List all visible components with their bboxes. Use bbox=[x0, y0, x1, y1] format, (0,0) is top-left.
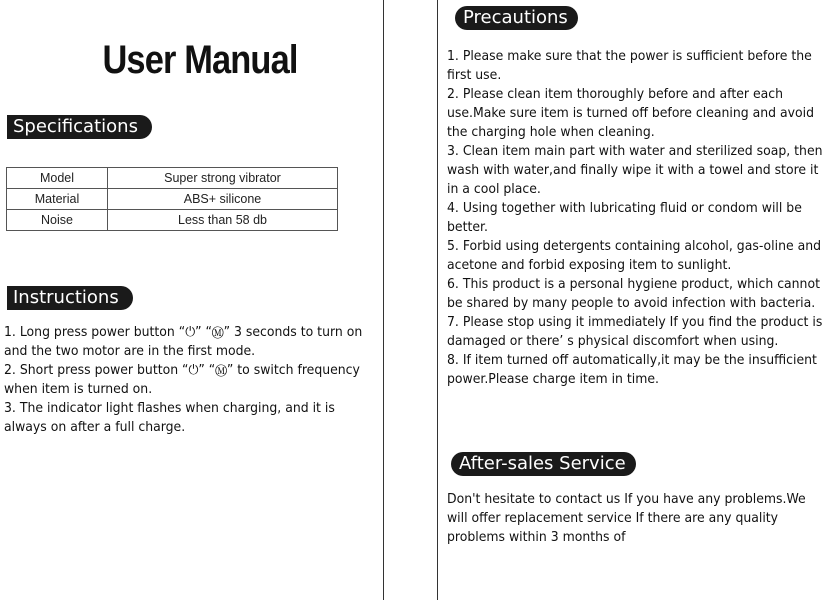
specifications-heading: Specifications bbox=[7, 115, 152, 139]
list-item: 7. Please stop using it immediately If you find the product is damaged or there’ s physical discomfort when using. bbox=[447, 315, 823, 349]
list-item: 3. The indicator light flashes when charging, and it is always on after a full charge. bbox=[4, 401, 335, 435]
spec-value: Super strong vibrator bbox=[108, 168, 338, 189]
instructions-heading: Instructions bbox=[7, 286, 133, 310]
list-item: 2. Please clean item thoroughly before and after each use.Make sure item is turned off before cleaning and avoid the charging hole when cleaning. bbox=[447, 87, 814, 140]
spec-label: Model bbox=[7, 168, 108, 189]
precautions-heading: Precautions bbox=[455, 6, 578, 30]
spec-value: Less than 58 db bbox=[108, 210, 338, 231]
list-item: 3. Clean item main part with water and sterilized soap, then wash with water,and finally wipe it with a towel and store it in a cool place. bbox=[447, 144, 823, 197]
table-row bbox=[7, 189, 338, 210]
list-item: 6. This product is a personal hygiene product, which cannot be shared by many people to avoid infection with bacteria. bbox=[447, 277, 820, 311]
instructions-list bbox=[4, 323, 371, 437]
list-item: 8. If item turned off automatically,it may be the insufficient power.Please charge item in time. bbox=[447, 353, 817, 387]
list-item: 4. Using together with lubricating fluid or condom will be better. bbox=[447, 201, 802, 235]
spec-label: Noise bbox=[7, 210, 108, 231]
spec-label: Material bbox=[7, 189, 108, 210]
after-sales-heading: After-sales Service bbox=[451, 452, 636, 476]
table-row bbox=[7, 210, 338, 231]
list-item: 5. Forbid using detergents containing alcohol, gas-oline and acetone and forbid exposing item to sunlight. bbox=[447, 239, 822, 273]
list-item: 1. Long press power button “⏻” “Ⓜ” 3 seconds to turn on and the two motor are in the first mode. bbox=[4, 325, 363, 359]
page-gutter bbox=[385, 0, 436, 600]
after-sales-text bbox=[447, 490, 830, 547]
after-sales-paragraph: Don't hesitate to contact us If you have any problems.We will offer replacement service If there are any quality problems within 3 months of bbox=[447, 492, 806, 545]
page-title: User Manual bbox=[102, 38, 298, 82]
specifications-table bbox=[6, 167, 338, 231]
spec-value: ABS+ silicone bbox=[108, 189, 338, 210]
table-row bbox=[7, 168, 338, 189]
list-item: 1. Please make sure that the power is sufficient before the first use. bbox=[447, 49, 812, 83]
left-page bbox=[0, 0, 384, 600]
precautions-list bbox=[447, 47, 830, 389]
list-item: 2. Short press power button “⏻” “Ⓜ” to switch frequency when item is turned on. bbox=[4, 363, 360, 397]
